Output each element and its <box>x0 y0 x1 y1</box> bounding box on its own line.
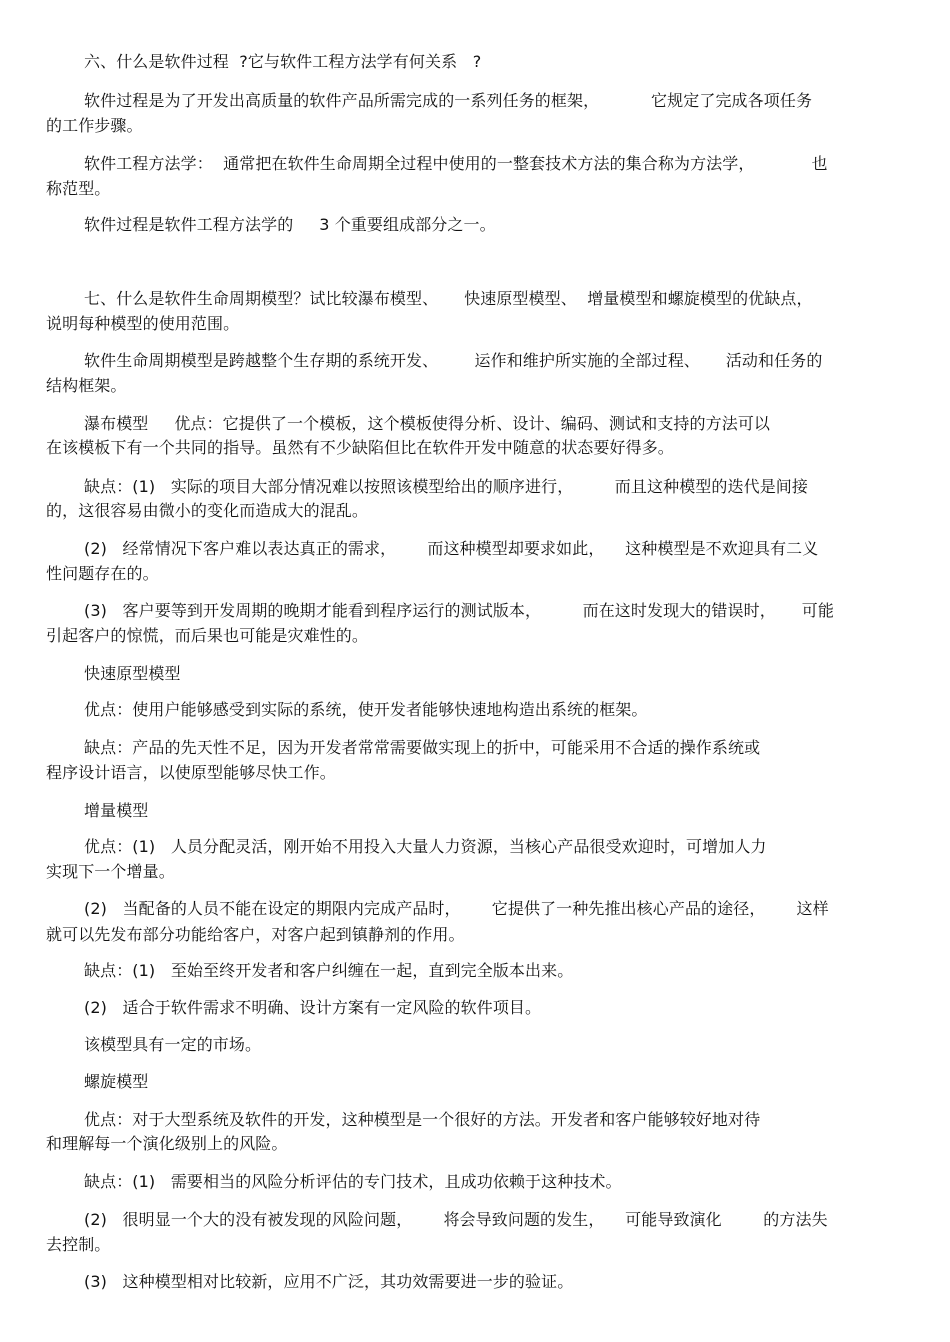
paragraph-line: 优点：使用户能够感受到实际的系统，使开发者能够快速地构造出系统的框架。 <box>84 700 648 719</box>
paragraph-line: (3) 客户要等到开发周期的晚期才能看到程序运行的测试版本， 而在这时发现大的错误时， 可能 <box>84 601 834 620</box>
paragraph-line: 软件过程是软件工程方法学的 3 个重要组成部分之一。 <box>84 215 496 234</box>
paragraph-line: 结构框架。 <box>46 376 127 395</box>
paragraph-line: 优点：(1) 人员分配灵活，刚开始不用投入大量人力资源，当核心产品很受欢迎时，可增加人力 <box>84 837 767 856</box>
subheading-incremental-model: 增量模型 <box>84 801 149 820</box>
paragraph-line: 软件过程是为了开发出高质量的软件产品所需完成的一系列任务的框架， 它规定了完成各项任务 <box>84 91 813 110</box>
paragraph-line: 就可以先发布部分功能给客户，对客户起到镇静剂的作用。 <box>46 925 465 944</box>
paragraph-line: (2) 很明显一个大的没有被发现的风险问题， 将会导致问题的发生， 可能导致演化 的方法失 <box>84 1210 828 1229</box>
paragraph-line: 缺点：(1) 至始至终开发者和客户纠缠在一起，直到完全版本出来。 <box>84 961 574 980</box>
paragraph-line: 软件生命周期模型是跨越整个生存期的系统开发、 运作和维护所实施的全部过程、 活动和任务的 <box>84 351 823 370</box>
subheading-spiral-model: 螺旋模型 <box>84 1072 149 1091</box>
paragraph-line: 和理解每一个演化级别上的风险。 <box>46 1134 288 1153</box>
paragraph-line: 的，这很容易由微小的变化而造成大的混乱。 <box>46 501 369 520</box>
section-seven-heading: 七、什么是软件生命周期模型？试比较瀑布模型、 快速原型模型、 增量模型和螺旋模型的优缺点， <box>84 289 813 308</box>
paragraph-line: 实现下一个增量。 <box>46 862 175 881</box>
paragraph-line: 缺点：(1) 需要相当的风险分析评估的专门技术，且成功依赖于这种技术。 <box>84 1172 622 1191</box>
paragraph-line: 在该模板下有一个共同的指导。虽然有不少缺陷但比在软件开发中随意的状态要好得多。 <box>46 438 674 457</box>
paragraph-line: (2) 适合于软件需求不明确、设计方案有一定风险的软件项目。 <box>84 998 542 1017</box>
paragraph-line: 称范型。 <box>46 179 111 198</box>
paragraph-line: 软件工程方法学： 通常把在软件生命周期全过程中使用的一整套技术方法的集合称为方法学， 也 <box>84 154 828 173</box>
paragraph-line: 性问题存在的。 <box>46 564 159 583</box>
paragraph-line: 的工作步骤。 <box>46 116 143 135</box>
paragraph-line: 程序设计语言，以使原型能够尽快工作。 <box>46 763 336 782</box>
section-six-heading: 六、什么是软件过程 ?它与软件工程方法学有何关系 ? <box>84 52 482 71</box>
paragraph-line: 去控制。 <box>46 1235 111 1254</box>
paragraph-line: 缺点：产品的先天性不足，因为开发者常常需要做实现上的折中，可能采用不合适的操作系统或 <box>84 738 761 757</box>
paragraph-line: (3) 这种模型相对比较新，应用不广泛，其功效需要进一步的验证。 <box>84 1272 574 1291</box>
paragraph-line: 瀑布模型 优点：它提供了一个模板，这个模板使得分析、设计、编码、测试和支持的方法可以 <box>84 414 771 433</box>
paragraph-line: (2) 当配备的人员不能在设定的期限内完成产品时， 它提供了一种先推出核心产品的途径， 这样 <box>84 899 829 918</box>
paragraph-line: 缺点：(1) 实际的项目大部分情况难以按照该模型给出的顺序进行， 而且这种模型的迭代是间接 <box>84 477 809 496</box>
paragraph-line: (2) 经常情况下客户难以表达真正的需求， 而这种模型却要求如此， 这种模型是不欢迎具有二义 <box>84 539 819 558</box>
section-seven-heading-cont: 说明每种模型的使用范围。 <box>46 314 240 333</box>
paragraph-line: 优点：对于大型系统及软件的开发，这种模型是一个很好的方法。开发者和客户能够较好地对待 <box>84 1110 761 1129</box>
subheading-prototype-model: 快速原型模型 <box>84 664 181 683</box>
paragraph-line: 引起客户的惊慌，而后果也可能是灾难性的。 <box>46 626 369 645</box>
paragraph-line: 该模型具有一定的市场。 <box>84 1035 262 1054</box>
